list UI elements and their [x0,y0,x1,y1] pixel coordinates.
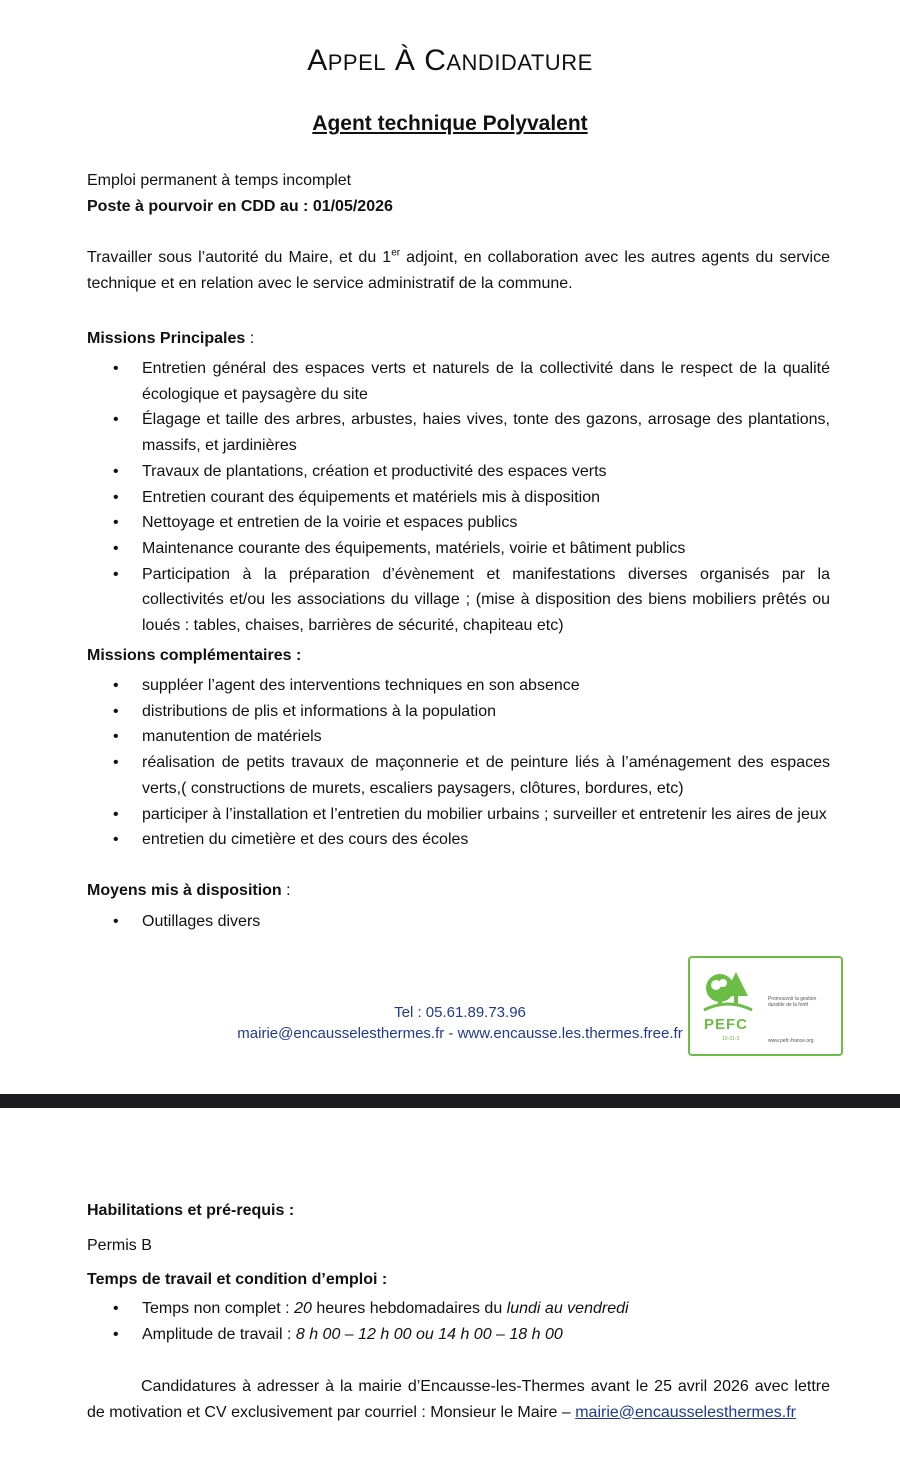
job-type: Emploi permanent à temps incomplet [87,172,352,189]
list-item: • suppléer l’agent des interventions techniques en son absence [113,677,580,694]
missions-principales-heading: Missions Principales : [87,330,255,347]
list-item: • Participation à la préparation d’évènement et manifestations diverses organisés par la collectivités et/ou les associations du village ; (mise à disposition des biens mobiliers prêtés ou loués : tables, chaises, barrières de sécurité, chapiteau etc) [113,565,830,635]
list-item: • distributions de plis et informations à la population [113,702,496,720]
list-item: • Travaux de plantations, création et productivité des espaces verts [113,462,607,480]
page-separator [0,1094,900,1108]
list-item: • Maintenance courante des équipements, matériels, voirie et bâtiment publics [113,539,686,557]
list-item: • Entretien général des espaces verts et naturels de la collectivité dans le respect de la qualité écologique et paysagère du site [113,360,830,403]
pefc-tagline: Promouvoir la gestion durable de la forêt [768,996,817,1008]
job-intro: Travailler sous l’autorité du Maire, et du 1er adjoint, en collaboration avec les autres agents du service technique et en relation avec le service administratif de la commune. [87,247,831,292]
list-item: • Nettoyage et entretien de la voirie et espaces publics [113,514,518,532]
missions-complementaires-heading: Missions complémentaires : [87,647,302,664]
habilitations-heading: Habilitations et pré-requis : [87,1202,295,1219]
page-title: APPEL À CANDIDATURE [307,44,593,77]
job-title: Agent technique Polyvalent [312,112,588,135]
moyens-heading: Moyens mis à disposition : [87,882,291,899]
list-item: • Amplitude de travail : 8 h 00 – 12 h 00 ou 14 h 00 – 18 h 00 [113,1325,563,1343]
page-2 [0,1108,900,1460]
temps-list [87,1296,830,1347]
missions-principales-list [87,356,830,639]
pefc-code: 10-31-3 [722,1036,740,1042]
list-item: • Entretien courant des équipements et matériels mis à disposition [113,488,601,506]
candidatures-email-link[interactable]: mairie@encausselesthermes.fr [575,1403,796,1421]
list-item: • Temps non complet : 20 heures hebdomadaires du lundi au vendredi [113,1300,629,1317]
permis: Permis B [87,1237,152,1254]
missions-complementaires-list [87,673,830,853]
contact-phone: Tel : 05.61.89.73.96 [394,1004,526,1021]
pefc-wordmark: PEFC [704,1016,749,1033]
temps-heading: Temps de travail et condition d’emploi : [87,1271,388,1288]
job-post-date: Poste à pourvoir en CDD au : 01/05/2026 [87,198,393,215]
list-item: • manutention de matériels [113,728,322,746]
contact-email-website[interactable]: mairie@encausselesthermes.fr - www.encausse.les.thermes.free.fr [237,1025,683,1042]
list-item: • réalisation de petits travaux de maçonnerie et de peinture liés à l’aménagement des espaces verts,( constructions de murets, escaliers paysagers, clôtures, bordures, etc) [113,754,830,797]
list-item: • Élagage et taille des arbres, arbustes, haies vives, tonte des gazons, arrosage des plantations, massifs, et jardinières [113,411,830,455]
candidatures-text: Candidatures à adresser à la mairie d’Encausse-les-Thermes avant le 25 avril 2026 avec lettre de motivation et CV exclusivement par courriel : Monsieur le Maire – mairie@encausselesthermes.fr [87,1378,830,1421]
list-item: • participer à l’installation et l’entretien du mobilier urbains ; surveiller et entretenir les aires de jeux [113,805,827,823]
pefc-url: www.pefc-france.org [768,1038,814,1044]
list-item: • Outillages divers [113,913,261,930]
moyens-list [87,909,830,935]
list-item: • entretien du cimetière et des cours des écoles [113,831,469,849]
pefc-logo [688,956,843,1056]
